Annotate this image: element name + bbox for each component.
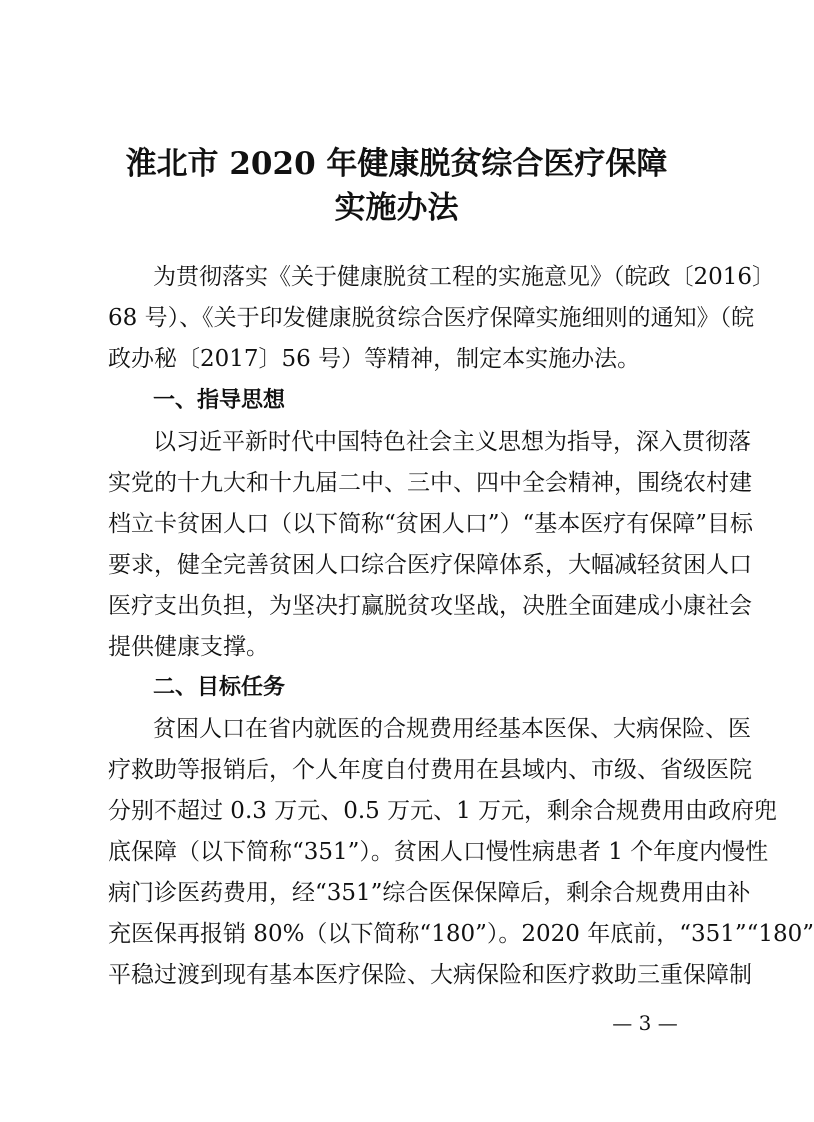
section2-line-3: 分别不超过 0.3 万元、0.5 万元、1 万元，剩余合规费用由政府兜 [108,798,778,824]
section1-line-4: 要求，健全完善贫困人口综合医疗保障体系，大幅减轻贫困人口 [108,552,752,578]
document-title-line-1: 淮北市 2020 年健康脱贫综合医疗保障 [125,146,668,182]
section2-line-2: 疗救助等报销后，个人年度自付费用在县域内、市级、省级医院 [108,757,752,783]
section2-line-5: 病门诊医药费用，经“351”综合医保保障后，剩余合规费用由补 [108,880,751,906]
intro-line-3: 政办秘〔2017〕56 号）等精神，制定本实施办法。 [108,346,641,372]
section2-line-7: 平稳过渡到现有基本医疗保险、大病保险和医疗救助三重保障制 [108,962,752,988]
section2-line-1: 贫困人口在省内就医的合规费用经基本医保、大病保险、医 [153,716,751,742]
section-heading-goals-tasks: 二、目标任务 [153,675,286,700]
document-title-line-2: 实施办法 [334,190,459,226]
section1-line-1: 以习近平新时代中国特色社会主义思想为指导，深入贯彻落 [153,429,751,455]
section1-line-2: 实党的十九大和十九届二中、三中、四中全会精神，围绕农村建 [108,470,752,496]
section-heading-guiding-ideology: 一、指导思想 [153,388,286,413]
section1-line-3: 档立卡贫困人口（以下简称“贫困人口”）“基本医疗有保障”目标 [108,511,754,537]
section2-line-6: 充医保再报销 80%（以下简称“180”）。2020 年底前，“351”“180” [108,921,814,947]
page-number: — 3 — [612,1011,678,1035]
section1-line-6: 提供健康支撑。 [108,634,269,660]
intro-line-1: 为贯彻落实《关于健康脱贫工程的实施意见》（皖政〔2016〕 [153,264,776,290]
section1-line-5: 医疗支出负担，为坚决打赢脱贫攻坚战，决胜全面建成小康社会 [108,593,752,619]
section2-line-4: 底保障（以下简称“351”）。贫困人口慢性病患者 1 个年度内慢性 [108,839,769,865]
intro-line-2: 68 号）、《关于印发健康脱贫综合医疗保障实施细则的通知》（皖 [108,305,755,331]
